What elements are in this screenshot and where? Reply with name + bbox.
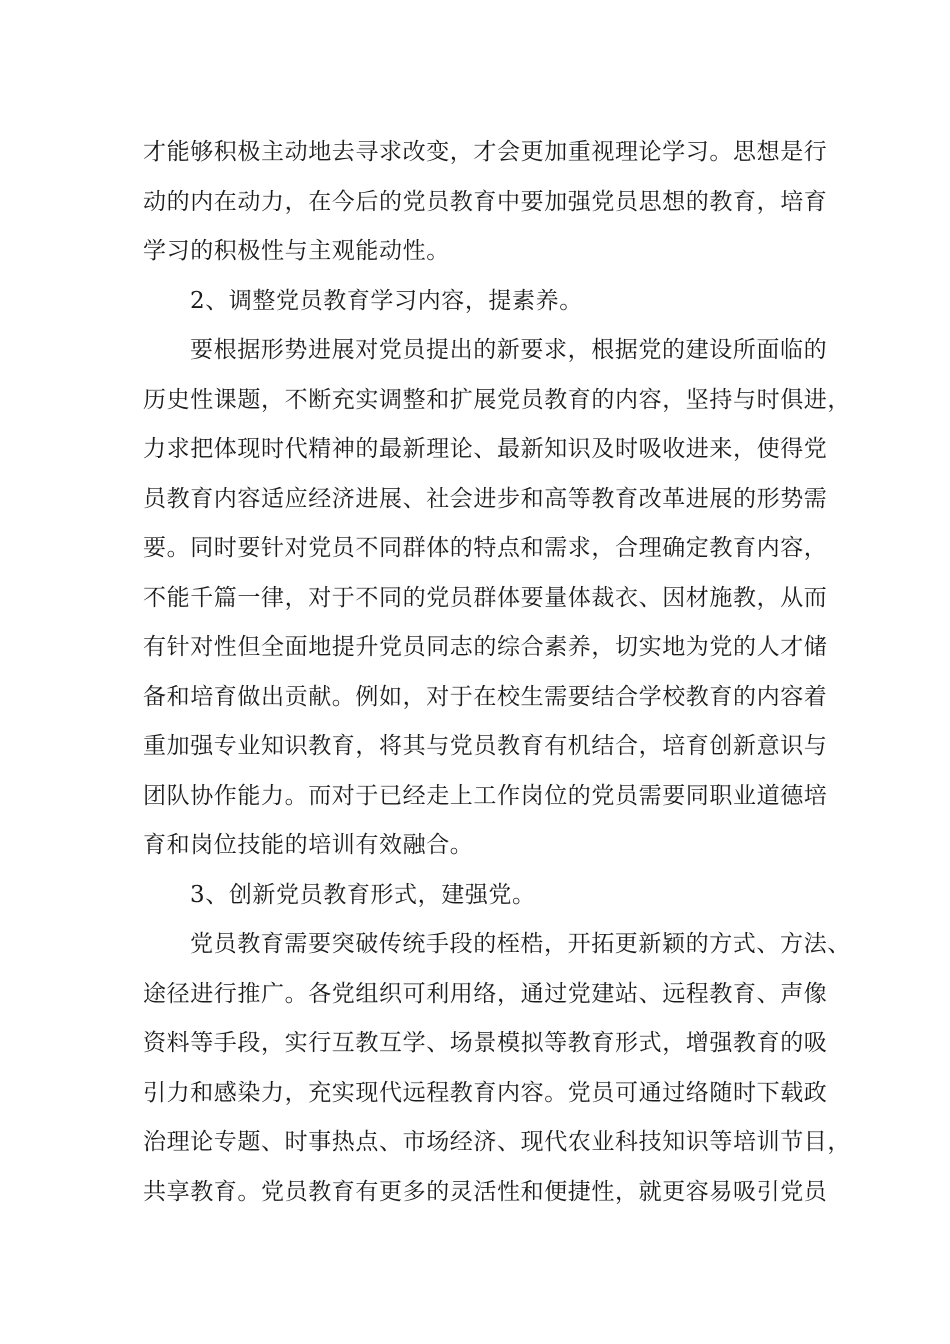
text-line: 治理论专题、时事热点、市场经济、现代农业科技知识等培训节目，	[143, 1129, 851, 1155]
section-heading: 3、创新党员教育形式，建强党。	[190, 881, 536, 908]
text-line: 党员教育需要突破传统手段的桎梏，开拓更新颖的方式、方法、	[190, 931, 851, 957]
document-body	[143, 132, 851, 1221]
text-line: 育和岗位技能的培训有效融合。	[143, 832, 474, 858]
text-line: 历史性课题，不断充实调整和扩展党员教育的内容，坚持与时俱进，	[143, 386, 851, 413]
section-heading: 2、调整党员教育学习内容，提素养。	[190, 287, 583, 314]
text-line: 员教育内容适应经济进展、社会进步和高等教育改革进展的形势需	[143, 485, 828, 512]
text-line: 才能够积极主动地去寻求改变，才会更加重视理论学习。思想是行	[143, 139, 828, 165]
text-line: 动的内在动力，在今后的党员教育中要加强党员思想的教育，培育	[143, 188, 828, 215]
text-line: 途径进行推广。各党组织可利用络，通过党建站、远程教育、声像	[143, 980, 828, 1007]
text-line: 引力和感染力，充实现代远程教育内容。党员可通过络随时下载政	[143, 1079, 828, 1106]
text-line: 学习的积极性与主观能动性。	[143, 238, 450, 264]
text-line: 资料等手段，实行互教互学、场景模拟等教育形式，增强教育的吸	[143, 1030, 828, 1056]
text-line: 共享教育。党员教育有更多的灵活性和便捷性，就更容易吸引党员	[143, 1178, 828, 1205]
text-line: 备和培育做出贡献。例如，对于在校生需要结合学校教育的内容着	[143, 683, 828, 710]
text-line: 团队协作能力。而对于已经走上工作岗位的党员需要同职业道德培	[143, 782, 828, 809]
text-line: 不能千篇一律，对于不同的党员群体要量体裁衣、因材施教，从而	[143, 584, 828, 611]
text-line: 有针对性但全面地提升党员同志的综合素养，切实地为党的人才储	[143, 634, 828, 660]
text-line: 要根据形势进展对党员提出的新要求，根据党的建设所面临的	[190, 337, 828, 363]
text-line: 重加强专业知识教育，将其与党员教育有机结合，培育创新意识与	[143, 733, 828, 759]
text-line: 力求把体现时代精神的最新理论、最新知识及时吸收进来，使得党	[143, 436, 828, 462]
text-line: 要。同时要针对党员不同群体的特点和需求，合理确定教育内容，	[143, 535, 828, 561]
